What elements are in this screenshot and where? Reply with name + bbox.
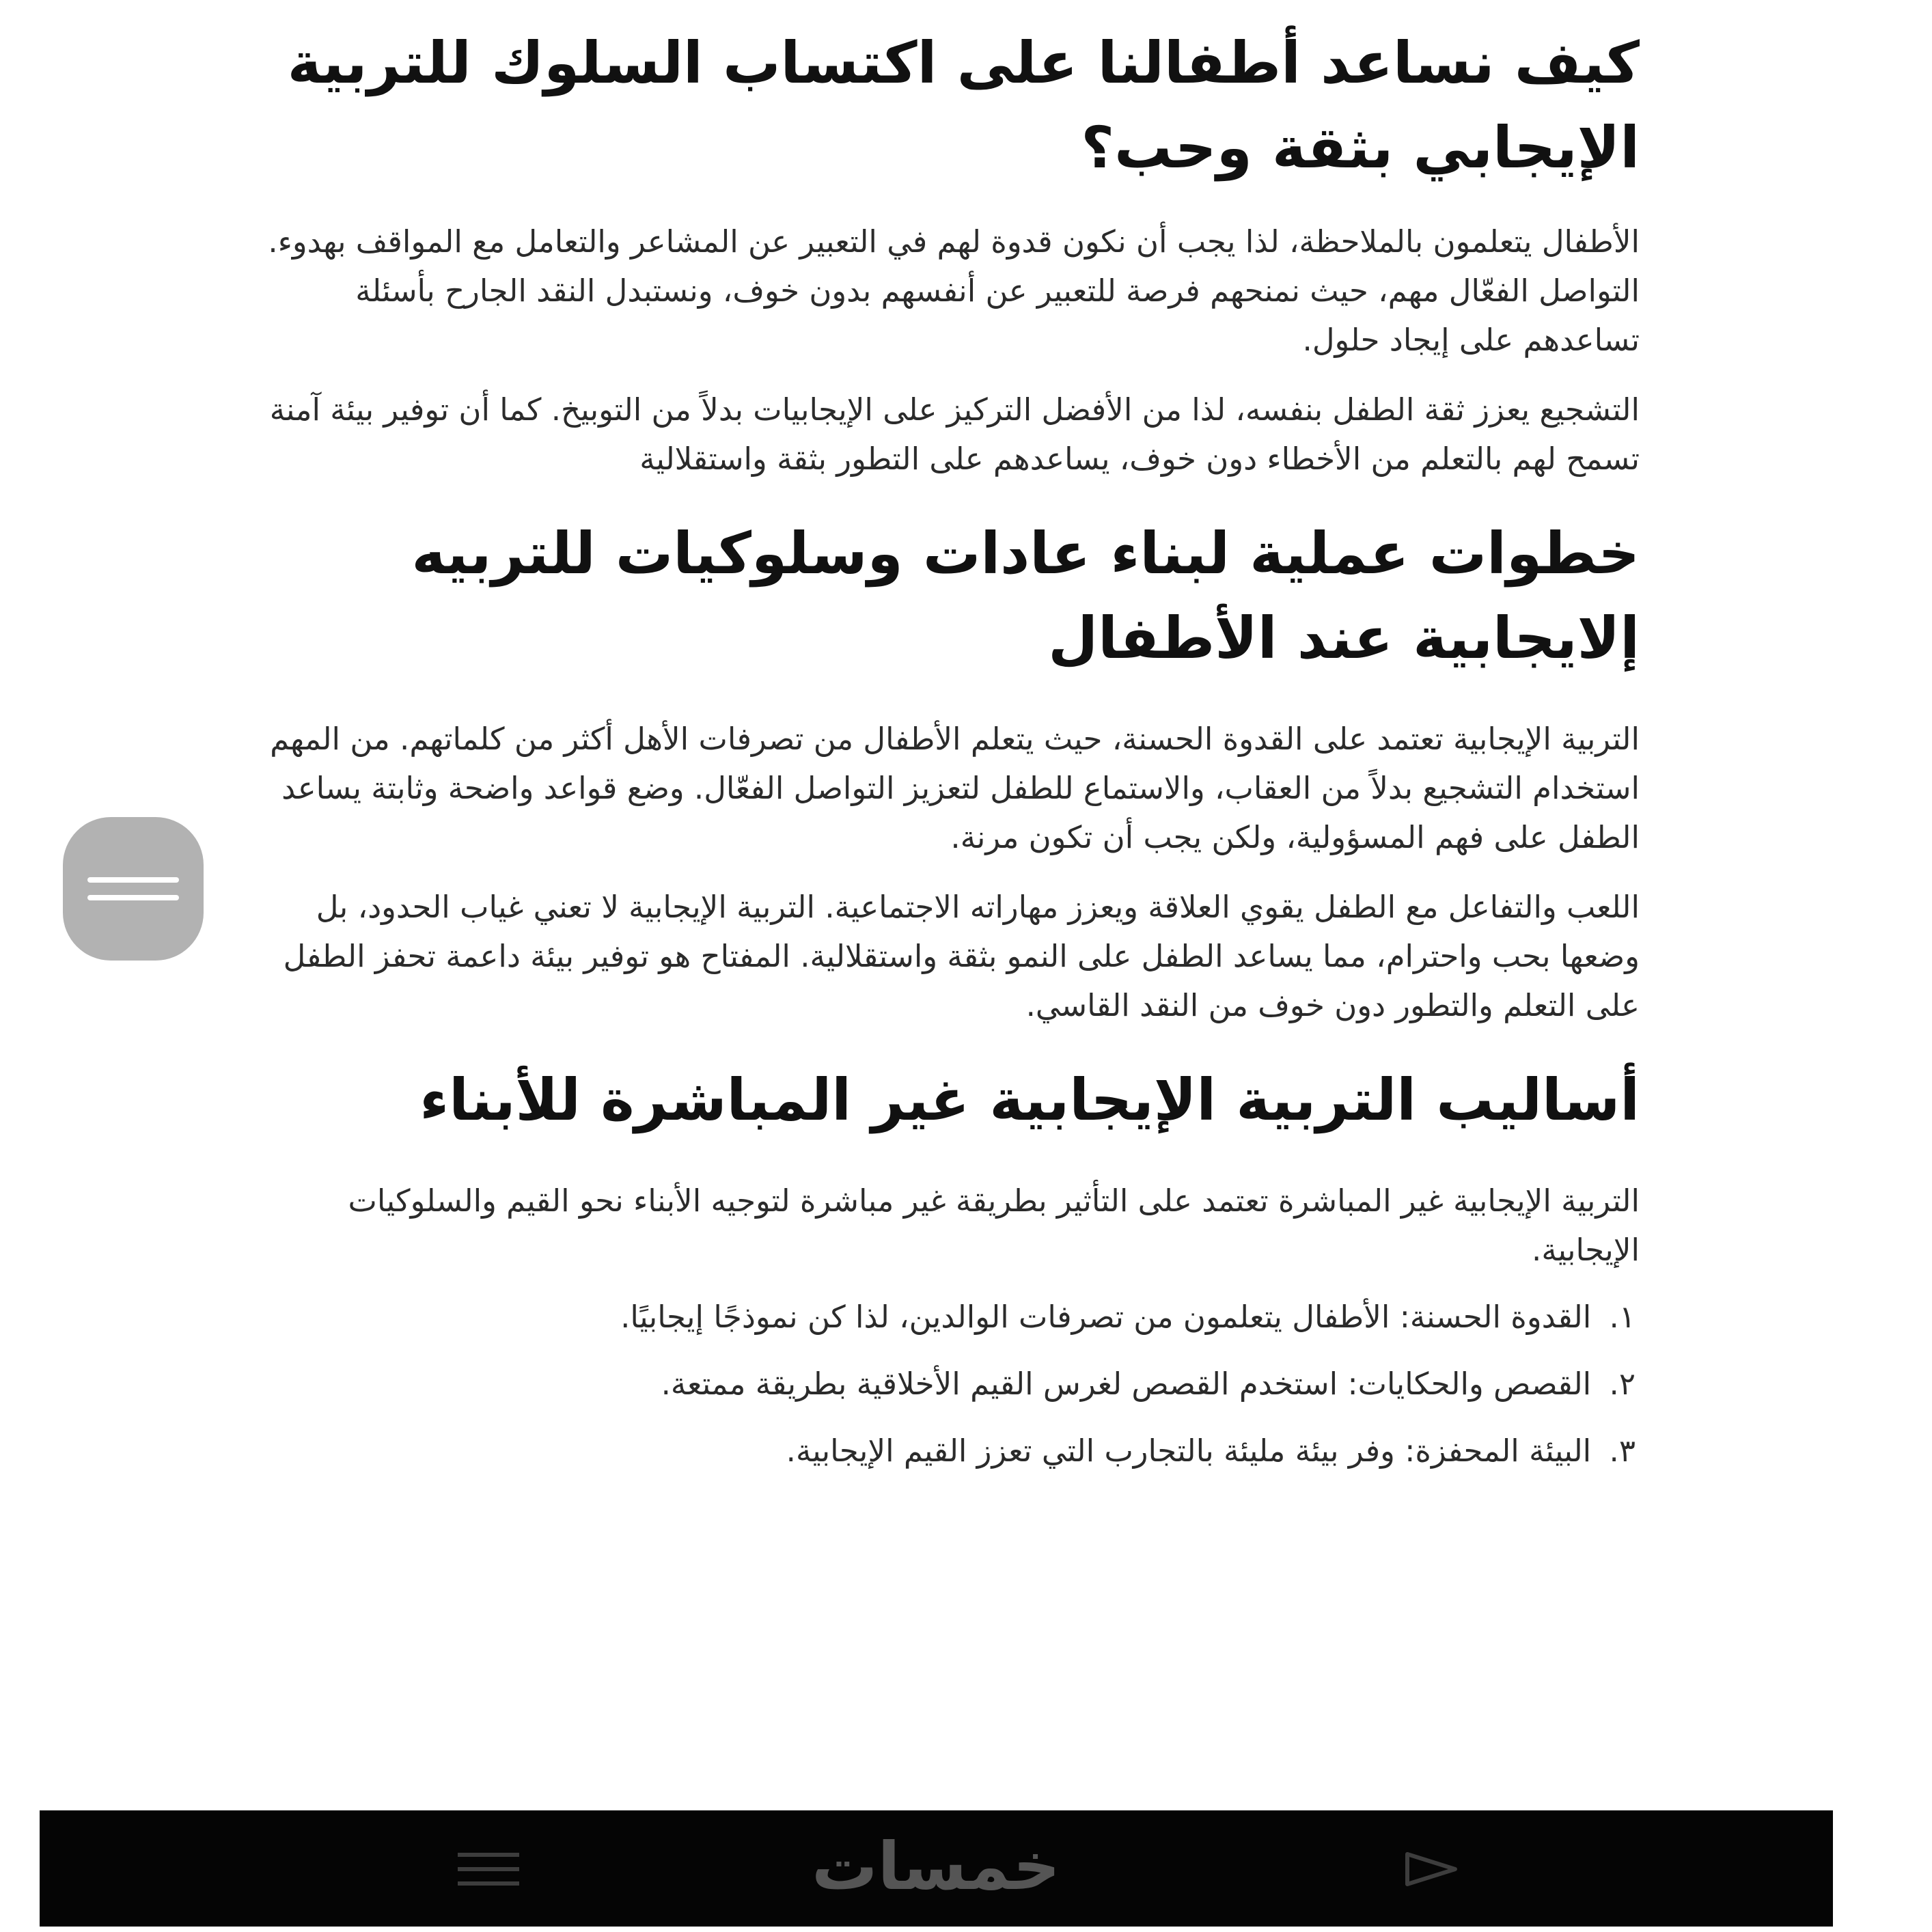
list-item-text: البيئة المحفزة: وفر بيئة مليئة بالتجارب التي تعزز القيم الإيجابية.	[786, 1433, 1592, 1469]
list-item-text: القدوة الحسنة: الأطفال يتعلمون من تصرفات الوالدين، لذا كن نموذجًا إيجابيًا.	[620, 1299, 1592, 1335]
section-3-intro: التربية الإيجابية غير المباشرة تعتمد على التأثير بطريقة غير مباشرة لتوجيه الأبناء نحو القيم والسلوكيات الإيجابية.	[348, 1183, 1640, 1268]
list-item-text: القصص والحكايات: استخدم القصص لغرس القيم الأخلاقية بطريقة ممتعة.	[661, 1366, 1592, 1402]
article-content	[246, 20, 1640, 1493]
list-item	[246, 1293, 1636, 1342]
section-1-paragraph-2: التشجيع يعزز ثقة الطفل بنفسه، لذا من الأفضل التركيز على الإيجابيات بدلاً من التوبيخ. كما أن توفير بيئة آمنة تسمح لهم بالتعلم من الأخطاء دون خوف، يساعدهم على التطور بثقة واستقلالية	[269, 391, 1640, 477]
section-2-paragraph-2: اللعب والتفاعل مع الطفل يقوي العلاقة ويعزز مهاراته الاجتماعية. التربية الإيجابية لا تعني غياب الحدود، بل وضعها بحب واحترام، مما يساعد الطفل على النمو بثقة واستقلالية. المفتاح هو توفير بيئة داعمة تحفز الطفل على التعلم والتطور دون خوف من النقد القاسي.	[283, 889, 1640, 1023]
list-item-number: ٢.	[1609, 1366, 1636, 1402]
section-2-paragraph-1: التربية الإيجابية تعتمد على القدوة الحسنة، حيث يتعلم الأطفال من تصرفات الأهل أكثر من كلماتهم. من المهم استخدام التشجيع بدلاً من العقاب، والاستماع للطفل لتعزيز التواصل الفعّال. وضع قواعد واضحة وثابتة يساعد الطفل على فهم المسؤولية، ولكن يجب أن تكون مرنة.	[270, 721, 1640, 855]
khamsat-logo[interactable]: خمسات	[812, 1828, 1060, 1905]
section-2-title: خطوات عملية لبناء عادات وسلوكيات للتربيه إلايجابية عند الأطفال	[411, 520, 1640, 672]
floating-menu-button[interactable]	[63, 817, 204, 961]
bottom-navigation-bar	[40, 1810, 1833, 1927]
section-3-list	[246, 1293, 1640, 1476]
section-1-title: كيف نساعد أطفالنا على اكتساب السلوك للتربية الإيجابي بثقة وحب؟	[287, 29, 1640, 181]
list-item	[246, 1360, 1636, 1409]
list-item-number: ١.	[1609, 1299, 1636, 1335]
section-1-paragraph-1: الأطفال يتعلمون بالملاحظة، لذا يجب أن نكون قدوة لهم في التعبير عن المشاعر والتعامل مع المواقف بهدوء. التواصل الفعّال مهم، حيث نمنحهم فرصة للتعبير عن أنفسهم بدون خوف، ونستبدل النقد الجارح بأسئلة تساعدهم على إيجاد حلول.	[268, 223, 1640, 358]
list-item	[246, 1426, 1636, 1476]
section-3-title: أساليب التربية الإيجابية غير المباشرة للأبناء	[419, 1066, 1640, 1133]
list-item-number: ٣.	[1609, 1433, 1636, 1469]
hamburger-menu-icon[interactable]	[458, 1849, 519, 1890]
play-outline-icon[interactable]	[1400, 1849, 1462, 1890]
